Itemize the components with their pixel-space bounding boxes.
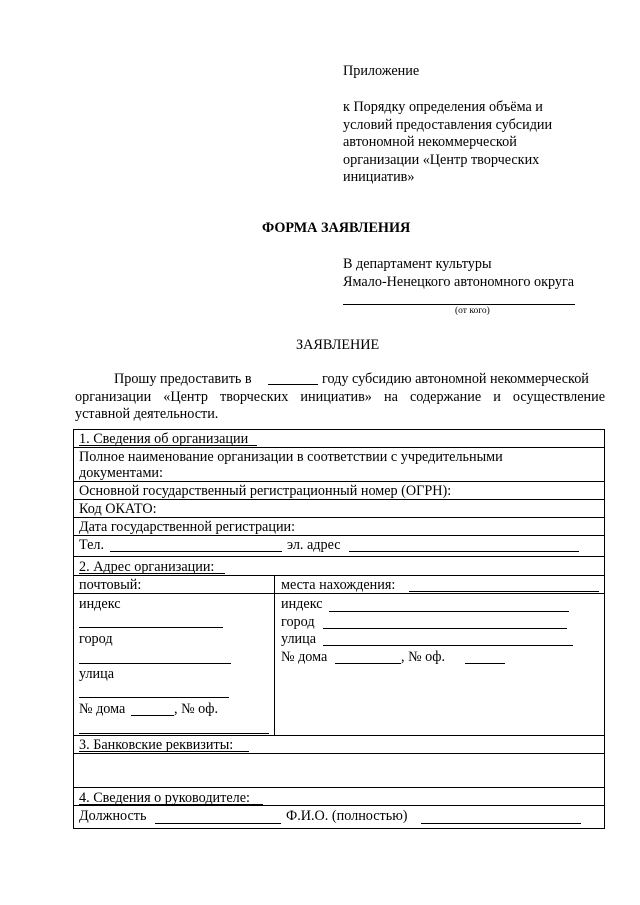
- table-border-top: [73, 429, 605, 430]
- section-2-title: 2. Адрес организации:: [79, 559, 215, 575]
- row-divider: [73, 735, 605, 736]
- postal-street-label: улица: [79, 666, 115, 682]
- table-border-bottom: [73, 828, 605, 829]
- location-house-label: № дома: [281, 649, 328, 665]
- position-field-line[interactable]: [155, 823, 281, 824]
- from-field-line[interactable]: [343, 304, 575, 305]
- location-index-label: индекс: [281, 596, 323, 612]
- location-address-label: места нахождения:: [281, 577, 396, 593]
- addressee-line-1: В департамент культуры: [343, 256, 492, 272]
- row-divider: [73, 787, 605, 788]
- row-divider: [73, 447, 605, 448]
- appendix-line-5: инициатив»: [343, 169, 415, 185]
- section-2-underline: [79, 573, 225, 574]
- full-name-label-1: Полное наименование организации в соответствии с учредительными: [79, 449, 503, 465]
- addressee-line-2: Ямало-Ненецкого автономного округа: [343, 274, 575, 290]
- statement-line-1b: году субсидию автономной некоммерческой: [322, 371, 589, 387]
- section-3-title: 3. Банковские реквизиты:: [79, 737, 234, 753]
- full-name-label-2: документами:: [79, 465, 163, 481]
- table-border-right: [604, 429, 605, 829]
- row-divider: [73, 805, 605, 806]
- phone-field-line[interactable]: [110, 551, 282, 552]
- location-office-field-line[interactable]: [465, 663, 505, 664]
- section-1-underline: [79, 445, 257, 446]
- location-house-field-line[interactable]: [335, 663, 401, 664]
- location-city-label: город: [281, 614, 315, 630]
- row-divider: [73, 753, 605, 754]
- email-field-line[interactable]: [349, 551, 579, 552]
- fio-label: Ф.И.О. (полностью): [286, 808, 408, 824]
- postal-index-label: индекс: [79, 596, 121, 612]
- section-3-underline: [79, 751, 249, 752]
- postal-house-field-line[interactable]: [131, 715, 174, 716]
- row-divider: [73, 481, 605, 482]
- okato-label: Код ОКАТО:: [79, 501, 157, 517]
- row-divider: [73, 517, 605, 518]
- row-divider: [73, 499, 605, 500]
- reg-date-label: Дата государственной регистрации:: [79, 519, 296, 535]
- postal-index-field-line[interactable]: [79, 627, 223, 628]
- location-underline: [409, 591, 599, 592]
- statement-title: ЗАЯВЛЕНИЕ: [296, 337, 380, 353]
- fio-field-line[interactable]: [421, 823, 581, 824]
- postal-office-field-line[interactable]: [79, 733, 269, 734]
- section-1-title: 1. Сведения об организации: [79, 431, 249, 447]
- application-form-table: [73, 429, 605, 829]
- appendix-title: Приложение: [343, 63, 420, 79]
- appendix-line-3: автономной некоммерческой: [343, 134, 517, 150]
- phone-label: Тел.: [79, 537, 105, 553]
- location-office-label: , № оф.: [401, 649, 446, 665]
- postal-street-field-line[interactable]: [79, 697, 229, 698]
- location-street-label: улица: [281, 631, 317, 647]
- year-field-line[interactable]: [268, 384, 318, 385]
- appendix-line-2: условий предоставления субсидии: [343, 117, 553, 133]
- from-caption: (от кого): [455, 306, 490, 316]
- address-column-divider: [274, 575, 275, 735]
- row-divider: [73, 556, 605, 557]
- row-divider: [73, 535, 605, 536]
- postal-office-label: , № оф.: [174, 701, 219, 717]
- appendix-line-1: к Порядку определения объёма и: [343, 99, 543, 115]
- postal-house-label: № дома: [79, 701, 126, 717]
- email-label: эл. адрес: [287, 537, 341, 553]
- location-city-field-line[interactable]: [323, 628, 567, 629]
- location-street-field-line[interactable]: [323, 645, 573, 646]
- location-index-field-line[interactable]: [329, 611, 569, 612]
- ogrn-label: Основной государственный регистрационный номер (ОГРН):: [79, 483, 452, 499]
- row-divider: [73, 575, 605, 576]
- statement-line-3: уставной деятельности.: [75, 406, 219, 422]
- row-divider: [73, 593, 605, 594]
- postal-city-field-line[interactable]: [79, 663, 231, 664]
- postal-city-label: город: [79, 631, 113, 647]
- table-border-left: [73, 429, 74, 829]
- postal-address-label: почтовый:: [79, 577, 142, 593]
- section-4-title: 4. Сведения о руководителе:: [79, 790, 250, 806]
- form-title: ФОРМА ЗАЯВЛЕНИЯ: [262, 220, 411, 236]
- position-label: Должность: [79, 808, 147, 824]
- statement-line-2: организации «Центр творческих инициатив» на содержание и осуществление: [75, 389, 605, 405]
- appendix-line-4: организации «Центр творческих: [343, 152, 540, 168]
- statement-line-1a: Прошу предоставить в: [114, 371, 252, 387]
